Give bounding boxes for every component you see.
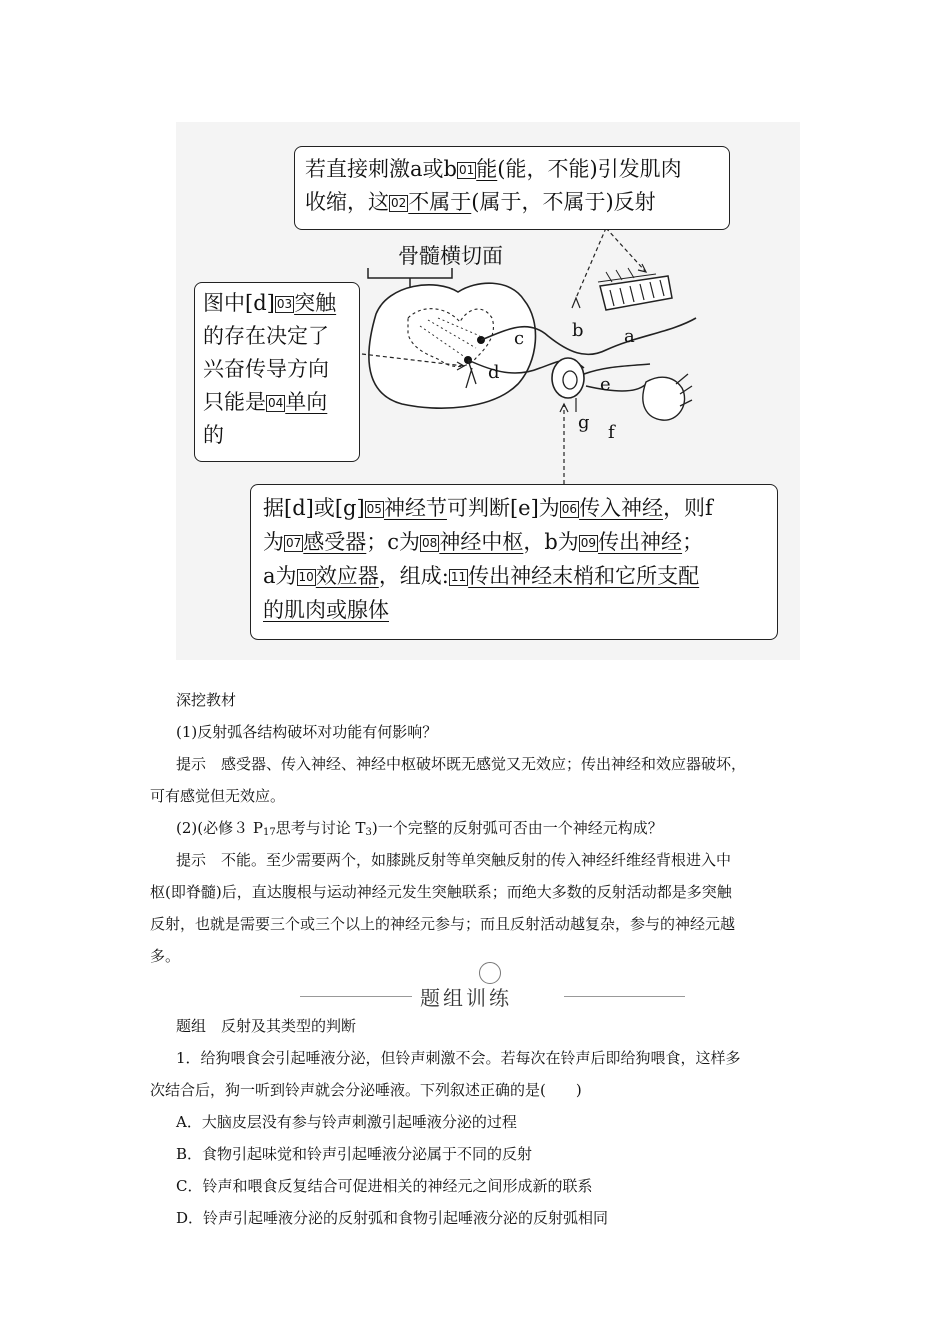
callout-synapse: 图中[d] 03突触 的存在决定了 兴奋传导方向 只能是 04单向 的	[194, 282, 360, 462]
callout-ganglion: 据[d]或[g] 05神经节可判断[e]为 06传入神经，则f 为 07感受器；c为 08神经中枢，b为 09传出神经； a为 10效应器，组成: 11传出神经末梢和它所支配 的肌肉或腺体	[250, 484, 778, 640]
answer-text: 传出神经	[598, 530, 683, 554]
answer-number: 09	[580, 536, 597, 550]
divider	[300, 996, 412, 997]
answer-number: 02	[391, 196, 407, 210]
answer-number: 08	[422, 536, 438, 550]
option-b: B．食物引起味觉和铃声引起唾液分泌属于不同的反射	[176, 1145, 533, 1163]
answer-text: 的肌肉或腺体	[263, 598, 389, 622]
answer-text: 不属于	[408, 190, 472, 214]
answer-text: 突触	[294, 291, 337, 315]
answer-number: 05	[366, 502, 382, 516]
answer-text: 神经节	[383, 496, 447, 520]
answer-number: 10	[298, 570, 314, 584]
label-c: c	[514, 328, 525, 349]
label-d: d	[488, 362, 500, 383]
answer-text: 神经中枢	[439, 530, 524, 554]
section-heading	[300, 960, 685, 1010]
answer-text: 传入神经	[579, 496, 664, 520]
answer-2-line-2: 枢(即脊髓)后，直达腹根与运动神经元发生突触联系；而绝大多数的反射活动都是多突触	[150, 883, 732, 901]
label-f: f	[608, 422, 615, 443]
answer-text: 能	[476, 157, 498, 181]
label-e: e	[600, 374, 611, 395]
option-c: C．铃声和喂食反复结合可促进相关的神经元之间形成新的联系	[176, 1177, 593, 1195]
answer-number: 01	[458, 163, 475, 177]
answer-number: 11	[450, 570, 467, 584]
figure-caption: 骨髓横切面	[398, 244, 503, 268]
answer-number: 06	[561, 502, 578, 516]
answer-text: 单向	[285, 390, 328, 414]
question-1: (1)反射弧各结构破坏对功能有何影响？	[176, 723, 438, 741]
answer-1-line-1: 提示 感受器、传入神经、神经中枢破坏既无感觉又无效应；传出神经和效应器破坏，	[176, 755, 747, 773]
question-2: (2)(必修３ $P_{17}$思考与讨论 $T_3$)一个完整的反射弧可否由一个神经元构成？	[176, 819, 663, 838]
exercise-group-title: 题组 反射及其类型的判断	[176, 1017, 357, 1035]
label-a: a	[624, 326, 635, 347]
option-d: D．铃声引起唾液分泌的反射弧和食物引起唾液分泌的反射弧相同	[176, 1209, 609, 1227]
exercise-question-line-1: 1．给狗喂食会引起唾液分泌，但铃声刺激不会。若每次在铃声后即给狗喂食，这样多	[176, 1049, 741, 1067]
label-g: g	[578, 412, 590, 433]
answer-2-line-3: 反射，也就是需要三个或三个以上的神经元参与；而且反射活动越复杂，参与的神经元越	[150, 915, 736, 933]
answer-text: 效应器	[315, 564, 379, 588]
label-b: b	[572, 320, 584, 341]
reflex-arc-figure	[176, 122, 800, 660]
answer-number: 03	[276, 297, 293, 311]
answer-2-line-1: 提示 不能。至少需要两个，如膝跳反射等单突触反射的传入神经纤维经背根进入中	[176, 851, 732, 869]
exercise-question-line-2: 次结合后，狗一听到铃声就会分泌唾液。下列叙述正确的是( )	[150, 1081, 582, 1099]
answer-number: 04	[268, 396, 284, 410]
answer-2-line-4: 多。	[150, 947, 181, 965]
deep-textbook-title: 深挖教材	[176, 691, 237, 709]
section-title: 题组训练	[420, 986, 512, 1010]
option-a: A．大脑皮层没有参与铃声刺激引起唾液分泌的过程	[176, 1113, 517, 1131]
callout-direct-stimulation: 若直接刺激a或b 01能(能，不能)引发肌肉 收缩，这 02不属于(属于，不属于)反射	[294, 146, 730, 230]
answer-text: 传出神经末梢和它所支配	[468, 564, 700, 588]
answer-number: 07	[286, 536, 302, 550]
answer-text: 感受器	[303, 530, 367, 554]
lightbulb-icon	[479, 962, 501, 984]
divider	[564, 996, 685, 997]
answer-1-line-2: 可有感觉但无效应。	[150, 787, 286, 805]
